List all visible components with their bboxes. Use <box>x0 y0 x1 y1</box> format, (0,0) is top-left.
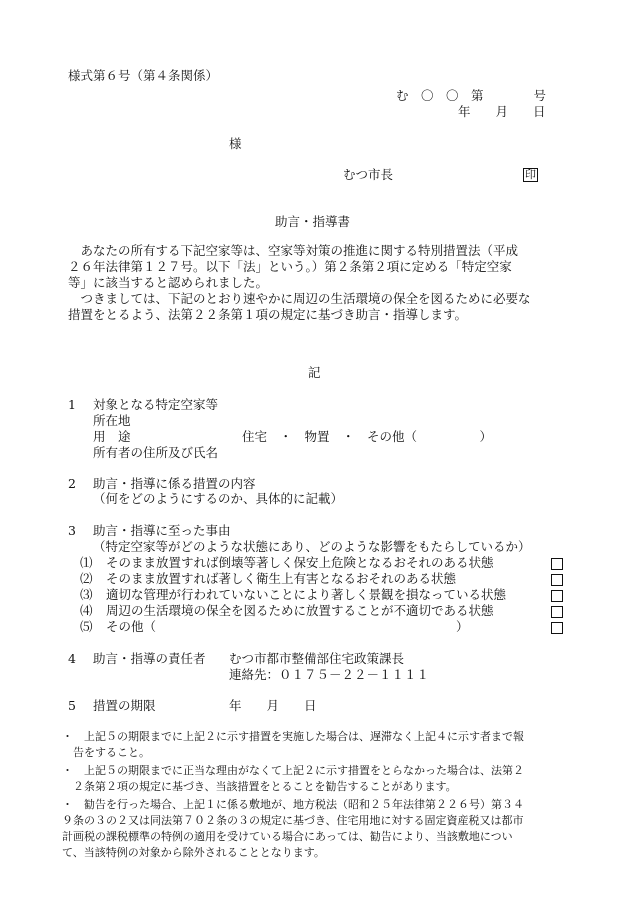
reason-5-mark: ⑸ <box>80 619 93 634</box>
note-line-6: ９条の３の２又は同法第７０２条の３の規定に基づき、住宅用地に対する固定資産税又は都市 <box>62 814 524 827</box>
reason-1-text: そのまま放置すれば倒壊等著しく保安上危険となるおそれのある状態 <box>106 555 494 570</box>
note-line-1: ・ 上記５の期限までに上記２に示す措置を実施した場合は、遅滞なく上記４に示す者まで報 <box>62 730 524 743</box>
reason-1-checkbox[interactable] <box>551 558 563 570</box>
reason-4-text: 周辺の生活環境の保全を図るために放置することが不適切である状態 <box>106 603 494 618</box>
note-line-4: ２条第２項の規定に基づき、当該措置をとることを勧告することがあります。 <box>62 780 457 793</box>
document-title: 助言・指導書 <box>275 214 351 229</box>
reason-3-mark: ⑶ <box>80 587 93 602</box>
issue-date: 年 月 日 <box>458 104 546 119</box>
reason-5-text: その他（ ） <box>106 619 469 634</box>
section2-note: （何をどのようにするのか、具体的に記載） <box>93 491 344 506</box>
owner-label: 所有者の住所及び氏名 <box>93 445 219 460</box>
section4-number: 4 <box>68 651 76 666</box>
section4-title: 助言・指導の責任者 <box>93 651 206 666</box>
deadline-date: 年 月 日 <box>229 698 317 713</box>
reason-3-text: 適切な管理が行われていないことにより著しく景観を損なっている状態 <box>106 587 507 602</box>
recipient-suffix: 様 <box>229 136 242 151</box>
sender-name: むつ市長 <box>343 167 394 182</box>
contact-number: 連絡先：０１７５－２２－１１１１ <box>229 667 430 682</box>
note-line-8: て、当該特例の対象から除外されることとなります。 <box>62 846 325 859</box>
intro-line-3: 等」に該当すると認められました。 <box>68 275 269 290</box>
reason-3-checkbox[interactable] <box>551 590 563 602</box>
note-line-3: ・ 上記５の期限までに正当な理由がなくて上記２に示す措置をとらなかった場合は、法第２ <box>62 764 524 777</box>
section1-title: 対象となる特定空家等 <box>93 397 219 412</box>
intro-line-1: あなたの所有する下記空家等は、空家等対策の推進に関する特別措置法（平成 <box>68 243 519 258</box>
section5-number: 5 <box>68 698 76 713</box>
ki-heading: 記 <box>308 365 321 380</box>
reason-4-checkbox[interactable] <box>551 606 563 618</box>
reason-2-checkbox[interactable] <box>551 574 563 586</box>
section3-note: （特定空家等がどのような状態にあり、どのような影響をもたらしているか） <box>93 539 531 554</box>
intro-line-2: ２６年法律第１２７号。以下「法」という。）第２条第２項に定める「特定空家 <box>68 259 512 274</box>
seal-mark: 印 <box>525 168 536 181</box>
reason-2-mark: ⑵ <box>80 571 93 586</box>
section2-title: 助言・指導に係る措置の内容 <box>93 476 256 491</box>
reason-1-mark: ⑴ <box>80 555 93 570</box>
intro-line-4: つきましては、下記のとおり速やかに周辺の生活環境の保全を図るために必要な <box>68 291 531 306</box>
section3-number: 3 <box>68 523 76 538</box>
note-line-7: 計画税の課税標準の特例の適用を受けている場合にあっては、勧告により、当該敷地につい <box>62 830 513 843</box>
use-options: 住宅 ・ 物置 ・ その他（ ） <box>242 429 493 444</box>
intro-line-5: 措置をとるよう、法第２２条第１項の規定に基づき助言・指導します。 <box>68 307 468 322</box>
responsible-person: むつ市都市整備部住宅政策課長 <box>229 651 405 666</box>
reason-2-text: そのまま放置すれば著しく衛生上有害となるおそれのある状態 <box>106 571 457 586</box>
section5-title: 措置の期限 <box>93 698 156 713</box>
section2-number: 2 <box>68 476 76 491</box>
note-line-5: ・ 勧告を行った場合、上記１に係る敷地が、地方税法（昭和２５年法律第２２６号）第３４ <box>62 798 524 811</box>
note-line-2: 告をすること。 <box>62 746 150 759</box>
location-label: 所在地 <box>93 413 131 428</box>
reason-5-checkbox[interactable] <box>551 622 563 634</box>
reason-4-mark: ⑷ <box>80 603 93 618</box>
section1-number: 1 <box>68 397 76 412</box>
section3-title: 助言・指導に至った事由 <box>93 523 231 538</box>
use-label: 用 途 <box>93 429 131 444</box>
form-label: 様式第６号（第４条関係） <box>68 68 219 83</box>
document-number: む 〇 〇 第 号 <box>396 88 547 103</box>
